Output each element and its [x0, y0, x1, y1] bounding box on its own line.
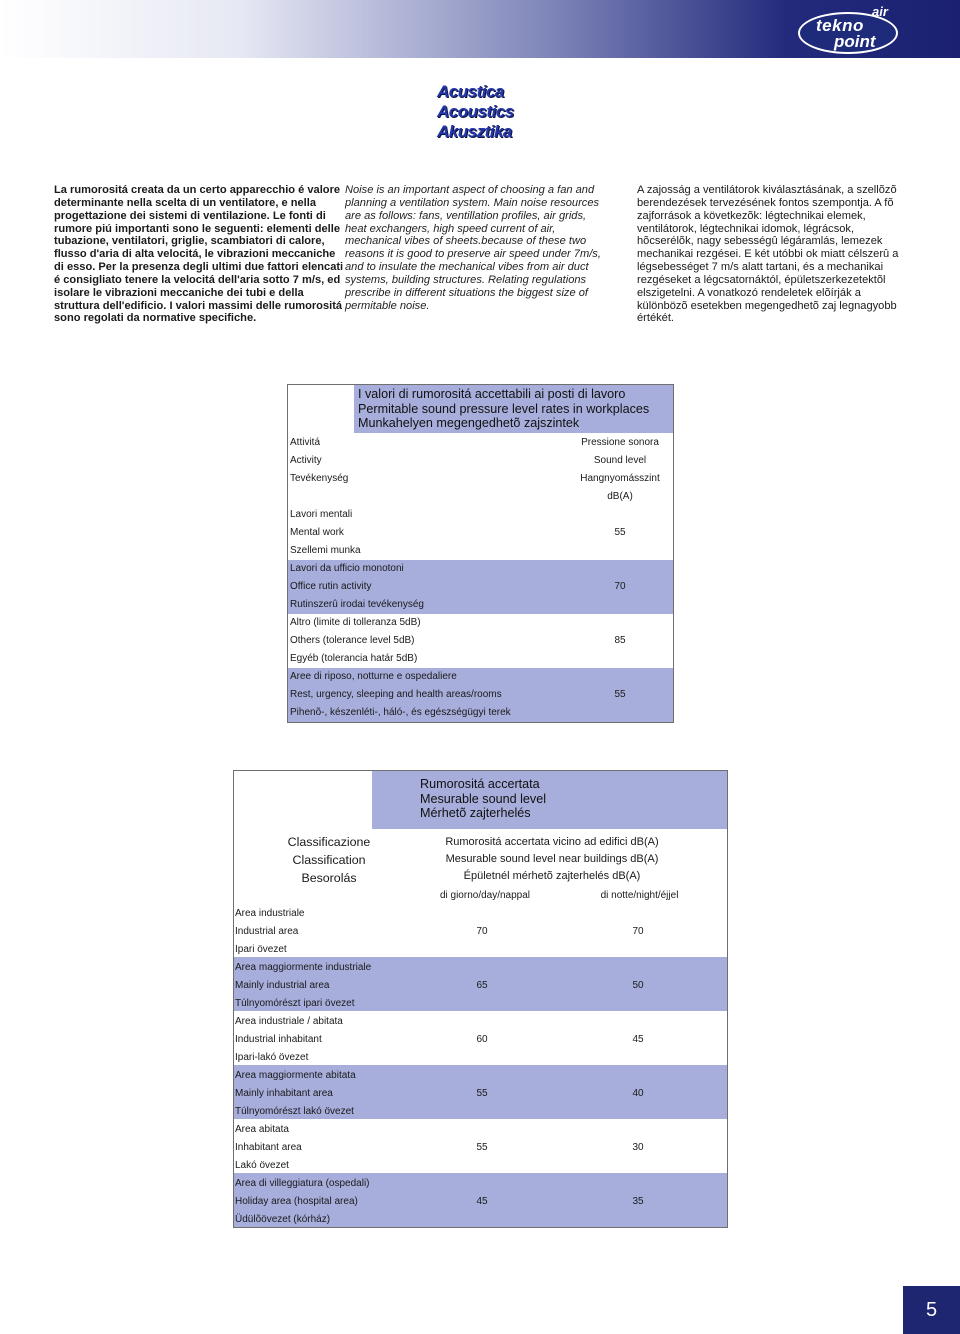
table-row-label: Pihenõ-, készenléti-, háló-, és egészségügyi terek	[290, 707, 511, 718]
table-row-day: 60	[476, 1034, 488, 1045]
page-title	[437, 82, 514, 142]
table-row-label: Túlnyomórészt lakó övezet	[235, 1106, 354, 1117]
intro-english: Noise is an important aspect of choosing a fan and planning a ventilation system. Main noise resources are as follows: fans, ventillation profiles, air grids, heat exchangers, high speed current of air, mechanical vibes of sheets.because of these two reasons it is good to preserve air speed under 7m/s, and to insulate the mechanical vibes from air duct systems, building structures. Relating regulations prescribe in different situations the biggest size of permitable noise.	[345, 184, 601, 312]
col-pressure-hu: Hangnyomásszint	[580, 473, 660, 484]
table2-header	[234, 771, 727, 829]
table-row-label: Rutinszerû irodai tevékenység	[290, 599, 424, 610]
table-row-day: 70	[476, 926, 488, 937]
table-row-value: 55	[614, 689, 626, 700]
col-level-hu: Épületnél mérhetõ zajterhelés dB(A)	[463, 870, 641, 882]
table-row-label: Lavori mentali	[290, 509, 353, 520]
table-row-label: Industrial inhabitant	[235, 1034, 322, 1045]
table-row-label: Aree di riposo, notturne e ospedaliere	[290, 671, 457, 682]
table-row-night: 50	[632, 980, 644, 991]
col-pressure-unit: dB(A)	[607, 491, 633, 502]
table-row-label: Üdülõövezet (kórház)	[235, 1214, 331, 1225]
table-row-label: Mental work	[290, 527, 344, 538]
table2-title: Rumorositá accertata Mesurable sound level Mérhetõ zajterhelés	[420, 777, 547, 820]
col-day: di giorno/day/nappal	[439, 890, 531, 901]
table-row-label: Mainly industrial area	[235, 980, 330, 991]
table-row-value: 85	[614, 635, 626, 646]
table-row-day: 55	[476, 1088, 488, 1099]
title-hungarian: Akusztika	[437, 122, 512, 141]
col-class-en: Classification	[292, 853, 366, 867]
measurable-noise-table	[233, 770, 728, 1228]
table-row-label: Lakó övezet	[235, 1160, 289, 1171]
table1-title: I valori di rumorositá accettabili ai posti di lavoro Permitable sound pressure level rates in workplaces Munkahelyen megengedhetõ zajszintek	[358, 387, 650, 430]
col-class-it: Classificazione	[287, 835, 371, 849]
table1-header	[288, 385, 673, 433]
col-level-it: Rumorositá accertata vicino ad edifici dB(A)	[445, 836, 659, 848]
table-row-label: Area industriale / abitata	[235, 1016, 343, 1027]
table-row-label: Others (tolerance level 5dB)	[290, 635, 415, 646]
table-row-label: Office rutin activity	[290, 581, 372, 592]
table-row-label: Egyéb (tolerancia határ 5dB)	[290, 653, 418, 664]
table-row-label: Túlnyomórészt ipari övezet	[235, 998, 355, 1009]
table-row-label: Ipari-lakó övezet	[235, 1052, 309, 1063]
table-row-night: 70	[632, 926, 644, 937]
table-row-label: Area maggiormente abitata	[235, 1070, 356, 1081]
col-night: di notte/night/éjjel	[600, 890, 679, 901]
table-row-night: 30	[632, 1142, 644, 1153]
table-row-label: Mainly inhabitant area	[235, 1088, 333, 1099]
col-activity-hu: Tevékenység	[290, 473, 349, 484]
intro-italian: La rumorositá creata da un certo apparecchio é valore determinante nella scelta di un ventilatore, e nella progettazione dei sistemi di ventilazione. Le fonti di rumore piú importanti sono le seguenti: elementi delle tubazione, ventilatori, griglie, scambiatori di calore, flusso d'aria di alta velocitá, le vibrazioni meccaniche di esso. Per la presenza degli ultimi due fattori elencati é consigliato tenere la velocitá dell'aria sotto 7 m/s, ed isolare le vibrazioni meccaniche dei tubi e della struttura dell'edificio. I valori massimi delle rumorositá sono regolati da normative specifiche.	[54, 184, 344, 325]
col-class-hu: Besorolás	[301, 871, 357, 885]
table-row-label: Lavori da ufficio monotoni	[290, 563, 404, 574]
table-row-day: 55	[476, 1142, 488, 1153]
table-row-night: 40	[632, 1088, 644, 1099]
col-level-en: Mesurable sound level near buildings dB(A)	[445, 853, 659, 865]
table-row-value: 55	[614, 527, 626, 538]
logo-point: point	[834, 32, 876, 51]
col-activity-it: Attivitá	[290, 437, 321, 448]
table-row-day: 65	[476, 980, 488, 991]
logo-air: air	[872, 4, 888, 19]
table-row-label: Holiday area (hospital area)	[235, 1196, 358, 1207]
table-row-night: 45	[632, 1034, 644, 1045]
workplace-noise-table	[287, 384, 674, 723]
table-row-label: Altro (limite di tolleranza 5dB)	[290, 617, 421, 628]
table-row-label: Ipari övezet	[235, 944, 287, 955]
tekno-point-logo	[798, 4, 902, 54]
table-row-label: Rest, urgency, sleeping and health areas/rooms	[290, 689, 502, 700]
table-row-label: Area di villeggiatura (ospedali)	[235, 1178, 370, 1189]
logo-tekno: tekno	[816, 16, 864, 35]
intro-hungarian: A zajosság a ventilátorok kiválasztásának, a szellõzõ berendezések tervezésének fontos szempontja. A fõ zajforrások a következõk: légtechnikai elemek, ventilátorok, légtechnikai idomok, légrácsok, hõcserélõk, nagy sebességû légáramlás, lemezek mechanikai rezgései. E két utóbbi ok miatt célszerû a légsebességet 7 m/s alatt tartani, és a mechanikai rezgéseket a légcsatornáktól, épületszerkezetektõl elszigetelni. A vonatkozó rendeletek elõírják a különbözõ esetekben megengedhetõ zaj legnagyobb értékét.	[637, 184, 899, 325]
page-number: 5	[903, 1286, 960, 1334]
table-row-value: 70	[614, 581, 626, 592]
header-banner	[0, 0, 960, 58]
col-pressure-en: Sound level	[593, 455, 647, 466]
col-pressure-it: Pressione sonora	[581, 437, 659, 448]
table-row-night: 35	[632, 1196, 644, 1207]
title-english: Acoustics	[437, 102, 514, 121]
title-italian: Acustica	[437, 82, 504, 101]
table-row-label: Area maggiormente industriale	[235, 962, 372, 973]
table-row-label: Area industriale	[235, 908, 305, 919]
table-row-label: Inhabitant area	[235, 1142, 302, 1153]
table-row-label: Szellemi munka	[290, 545, 361, 556]
col-activity-en: Activity	[290, 455, 322, 466]
table-row-label: Area abitata	[235, 1124, 289, 1135]
table-row-day: 45	[476, 1196, 488, 1207]
table-row-label: Industrial area	[235, 926, 299, 937]
